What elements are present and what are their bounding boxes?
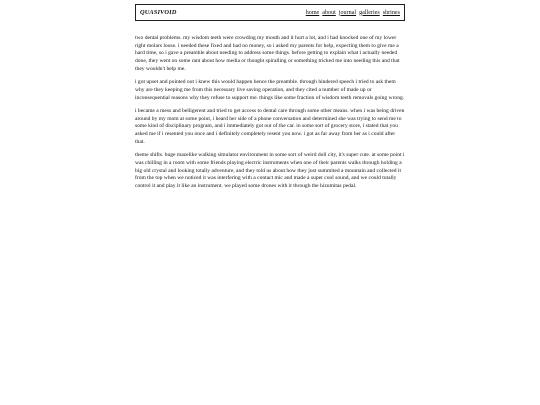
site-title: QUASIVOID <box>140 9 177 16</box>
nav-link-shrines[interactable]: shrines <box>382 9 400 16</box>
journal-entry <box>135 35 405 191</box>
nav-link-about[interactable]: about <box>322 9 336 16</box>
page-container <box>135 4 405 196</box>
entry-paragraph-2: i got upset and pointed out i knew this would happen hence the preamble. through hindered speech i tried to ask them why are they keeping me from this necessary live saving operation, and they cited a number of made up or inconsequential reasons why they refuse to support me. things like some fraction of wisdom teeth removals going wrong. <box>135 79 405 101</box>
entry-paragraph-3: i became a mess and belligerent and tried to get access to dental care through some other means. when i was being driven around by my mom at some point, i heard her side of a phone conversation and determined she was trying to send me to some kind of disciplinary program, and i immediately got out of the car. in some sort of grocery store, i stated that you asked me if i resented you once and i definitely completely resent you now. i got as far away from her as i could after that. <box>135 108 405 145</box>
entry-paragraph-4: theme shifts. huge mazelike walking simulator environment in some sort of weird doll city, it's super cute. at some point i was chilling in a room with some friends playing electric instruments when one of their parents walks through holding a big old crystal and looking totally adventure, and they told us about how they just summited a mountain and collected it from the top when we noticed it was interfering with a contact mic and made a super cool sound, and we could totally control it and play it like an instrument. we played some drones with it through the hizumitas pedal. <box>135 152 405 190</box>
nav-link-home[interactable]: home <box>305 9 320 16</box>
site-header <box>135 4 405 21</box>
main-nav <box>306 10 400 16</box>
nav-link-galleries[interactable]: galleries <box>359 9 380 16</box>
nav-link-journal[interactable]: journal <box>338 9 357 16</box>
entry-paragraph-1: two dental problems. my wisdom teeth were crowding my mouth and it hurt a lot, and i had knocked one of my lower right molars loose. i needed these fixed and had no money, so i asked my parents for help, expecting them to give me a hard time, so i gave a preamble about needing to address some things. before getting to explain what i actually needed done, they went on some rant about how media or thought spiralling or something tricked me into needing this and that they wouldn't help me. <box>135 35 400 72</box>
